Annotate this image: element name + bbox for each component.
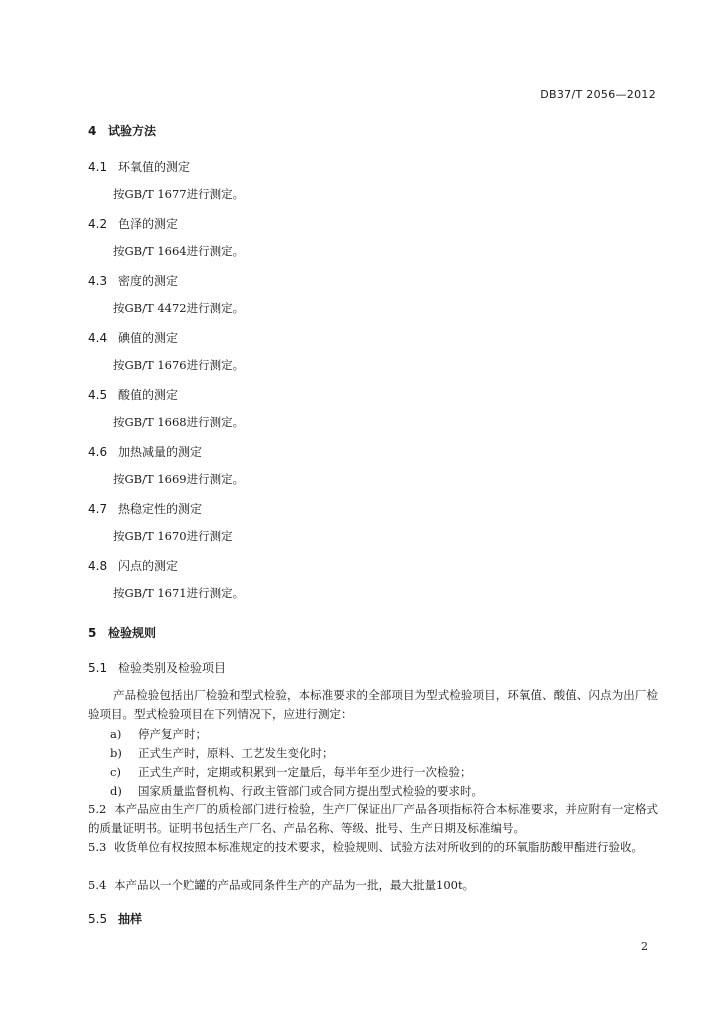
section-4-heading (88, 122, 658, 139)
subsection-number: 4.2 (88, 217, 108, 231)
subsection-number: 4.6 (88, 445, 108, 459)
section-title: 试验方法 (108, 124, 157, 138)
subsection-4-1-body: 按GB/T 1677进行测定。 (113, 187, 245, 201)
subsection-4-3-body: 按GB/T 4472进行测定。 (113, 301, 245, 315)
subsection-title: 密度的测定 (118, 274, 179, 288)
list-text: 停产复产时； (138, 727, 207, 741)
subsection-number: 4.5 (88, 388, 108, 402)
clause-text: 本产品以一个贮罐的产品或同条件生产的产品为一批，最大批量100t。 (114, 878, 475, 892)
clause-text: 收货单位有权按照本标准规定的技术要求，检验规则、试验方法对所收到的的环氧脂肪酸甲酯进行验收。 (114, 840, 643, 854)
subsection-title: 抽样 (118, 912, 143, 926)
section-title: 检验规则 (108, 626, 157, 640)
subsection-title: 加热减量的测定 (118, 445, 203, 459)
subsection-4-2-heading (88, 215, 658, 232)
clause-number: 5.4 (88, 878, 107, 892)
list-text: 正式生产时，原料、工艺发生变化时； (138, 746, 334, 760)
list-label: b) (110, 746, 122, 760)
subsection-4-6-body: 按GB/T 1669进行测定。 (113, 472, 245, 486)
list-item-a (110, 726, 207, 742)
subsection-title: 热稳定性的测定 (118, 502, 203, 516)
list-text: 国家质量监督机构、行政主管部门或合同方提出型式检验的要求时。 (138, 784, 483, 798)
subsection-4-7-body: 按GB/T 1670进行测定 (113, 529, 233, 543)
subsection-4-8-heading (88, 557, 658, 574)
subsection-title: 酸值的测定 (118, 388, 179, 402)
list-label: a) (110, 727, 122, 741)
subsection-number: 4.3 (88, 274, 108, 288)
subsection-4-5-heading (88, 386, 658, 403)
document-code-header: DB37/T 2056—2012 (540, 88, 656, 101)
subsection-number: 4.4 (88, 331, 108, 345)
list-item-b (110, 745, 334, 761)
subsection-number: 4.1 (88, 160, 108, 174)
subsection-4-1-heading (88, 158, 658, 175)
subsection-title: 环氧值的测定 (118, 160, 191, 174)
subsection-4-5-body: 按GB/T 1668进行测定。 (113, 415, 245, 429)
subsection-5-5-heading (88, 910, 658, 927)
clause-text: 本产品应由生产厂的质检部门进行检验，生产厂保证出厂产品各项指标符合本标准要求，并应附有一定格式的质量证明书。证明书包括生产厂名、产品名称、等级、批号、生产日期及标准编号。 (88, 802, 658, 835)
page-number: 2 (641, 940, 648, 953)
subsection-number: 4.8 (88, 559, 108, 573)
subsection-4-7-heading (88, 500, 658, 517)
subsection-title: 闪点的测定 (118, 559, 179, 573)
section-number: 4 (88, 124, 97, 138)
clause-number: 5.2 (88, 802, 107, 816)
clause-5-3 (88, 838, 658, 857)
clause-5-4 (88, 876, 658, 895)
section-number: 5 (88, 626, 97, 640)
subsection-4-8-body: 按GB/T 1671进行测定。 (113, 586, 245, 600)
list-label: d) (110, 784, 122, 798)
list-item-c (110, 764, 472, 780)
list-label: c) (110, 765, 121, 779)
subsection-4-3-heading (88, 272, 658, 289)
subsection-number: 4.7 (88, 502, 108, 516)
subsection-4-6-heading (88, 443, 658, 460)
clause-5-2 (88, 800, 658, 838)
list-text: 正式生产时，定期或积累到一定量后，每半年至少进行一次检验； (138, 765, 472, 779)
list-item-d (110, 783, 483, 799)
subsection-title: 色泽的测定 (118, 217, 179, 231)
subsection-title: 检验类别及检验项目 (118, 661, 227, 675)
subsection-title: 碘值的测定 (118, 331, 179, 345)
subsection-4-4-body: 按GB/T 1676进行测定。 (113, 358, 245, 372)
subsection-4-4-heading (88, 329, 658, 346)
subsection-5-1-heading (88, 659, 658, 676)
subsection-number: 5.5 (88, 912, 108, 926)
subsection-5-1-paragraph: 产品检验包括出厂检验和型式检验，本标准要求的全部项目为型式检验项目，环氧值、酸值、闪点为出厂检验项目。型式检验项目在下列情况下，应进行测定： (88, 688, 658, 721)
subsection-number: 5.1 (88, 661, 108, 675)
subsection-4-2-body: 按GB/T 1664进行测定。 (113, 244, 245, 258)
clause-number: 5.3 (88, 840, 107, 854)
section-5-heading (88, 624, 658, 641)
